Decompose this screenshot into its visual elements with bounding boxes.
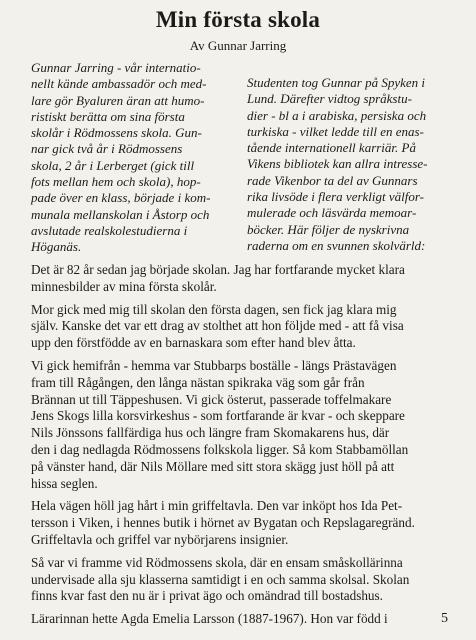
page-number: 5: [441, 611, 448, 626]
intro-line: turkiska - vilket ledde till en enas-: [247, 123, 424, 139]
body-line: fram till Rågången, den långa nästan spikraka väg som går från: [31, 374, 365, 390]
intro-line: dier - bl a i arabiska, persiska och: [247, 107, 427, 123]
body-line: på vänster hand, där Nils Möllare med sitt stora skägg just höll på att: [31, 458, 395, 474]
article-byline: Av Gunnar Jarring: [189, 38, 287, 53]
body-line: Mor gick med mig till skolan den första dagen, sen fick jag klara mig: [31, 301, 397, 317]
intro-line: Höganäs.: [31, 239, 82, 255]
intro-line: lare gör Byaluren äran att humo-: [31, 92, 205, 108]
intro-line: mulerade och läsvärda memoar-: [247, 205, 417, 221]
intro-line: Lund. Därefter vidtog språkstu-: [247, 91, 412, 107]
body-line: Lärarinnan hette Agda Emelia Larsson (1887-1967). Hon var född i: [31, 611, 388, 627]
body-paragraph: [31, 302, 461, 352]
body-line: hissa seglen.: [31, 475, 98, 491]
body-paragraph: [31, 611, 461, 628]
body-line: minnesbilder av mina första skolår.: [31, 278, 217, 294]
article-title: Min första skola: [155, 7, 321, 32]
intro-line: nellt kände ambassadör och med-: [31, 76, 207, 92]
body-paragraph: [31, 498, 461, 548]
body-paragraph: [31, 555, 461, 605]
intro-line: tående internationell karriär. På: [247, 140, 416, 156]
body-line: Hela vägen höll jag hårt i min griffeltavla. Den var inköpt hos Ida Pet-: [31, 498, 403, 514]
body-line: själv. Kanske det var ett drag av stolthet att hon följde med - att få visa: [31, 318, 404, 334]
body-line: finns kvar fast den nu är i privat ägo och omändrad till bostadshus.: [31, 588, 383, 604]
article-body: [31, 262, 461, 634]
body-line: undervisade alla sju klasserna samtidigt i en och samma skolsal. Skolan: [31, 571, 410, 587]
body-paragraph: [31, 358, 461, 492]
body-line: Jens Skogs lilla korsvirkeshus - som fortfarande är kvar - och skeppare: [31, 408, 405, 424]
body-line: Griffeltavla och griffel var nybörjarens insignier.: [31, 531, 289, 547]
intro-line: raderna om en svunnen skolvärld:: [247, 237, 426, 253]
intro-line: fots mellan hem och skola), hop-: [31, 174, 201, 190]
intro-line: rika livsöde i flera verkligt välfor-: [247, 189, 425, 205]
intro-line: Gunnar Jarring - vår internatio-: [31, 60, 201, 75]
body-line: Nils Jönssons fallfärdiga hus och längre fram Skomakarens hus, där: [31, 425, 390, 441]
intro-line: skolår i Rödmossens skola. Gun-: [31, 125, 202, 141]
body-line: upp den förstfödde av en barnaskara som efter hand blev åtta.: [31, 335, 356, 351]
intro-right-column: [247, 75, 452, 254]
body-line: tersson i Viken, i hennes butik i hörnet av Bygatan och Repslagaregränd.: [31, 515, 415, 531]
intro-line: Studenten tog Gunnar på Spyken i: [247, 75, 425, 90]
intro-left-column: [31, 60, 231, 256]
intro-line: Vikens bibliotek kan allra intresse-: [247, 156, 428, 172]
intro-line: rade Vikenbor ta del av Gunnars: [247, 172, 418, 188]
intro-line: nar gick två år i Rödmossens: [31, 141, 183, 157]
body-paragraph: [31, 262, 461, 296]
body-line: Så var vi framme vid Rödmossens skola, där en ensam småskollärinna: [31, 554, 403, 570]
intro-line: munala mellanskolan i Åstorp och: [31, 206, 210, 222]
intro-line: skola, 2 år i Lerberget (gick till: [31, 157, 195, 173]
intro-line: avslutade realskolestudierna i: [31, 222, 188, 238]
intro-line: pade över en klass, började i kom-: [31, 190, 211, 206]
body-line: den i dag nedlagda Rödmossens folkskola ligger. Så kom Stabbamöllan: [31, 441, 409, 457]
body-line: Vi gick hemifrån - hemma var Stubbarps boställe - längs Prästavägen: [31, 357, 397, 373]
body-line: Det är 82 år sedan jag började skolan. Jag har fortfarande mycket klara: [31, 262, 405, 277]
intro-line: böcker. Här följer de nyskrivna: [247, 221, 410, 237]
intro-line: ristiskt berätta om sina första: [31, 108, 185, 124]
body-line: Brännan ut till Täppeshusen. Vi gick österut, passerade toffelmakare: [31, 391, 392, 407]
